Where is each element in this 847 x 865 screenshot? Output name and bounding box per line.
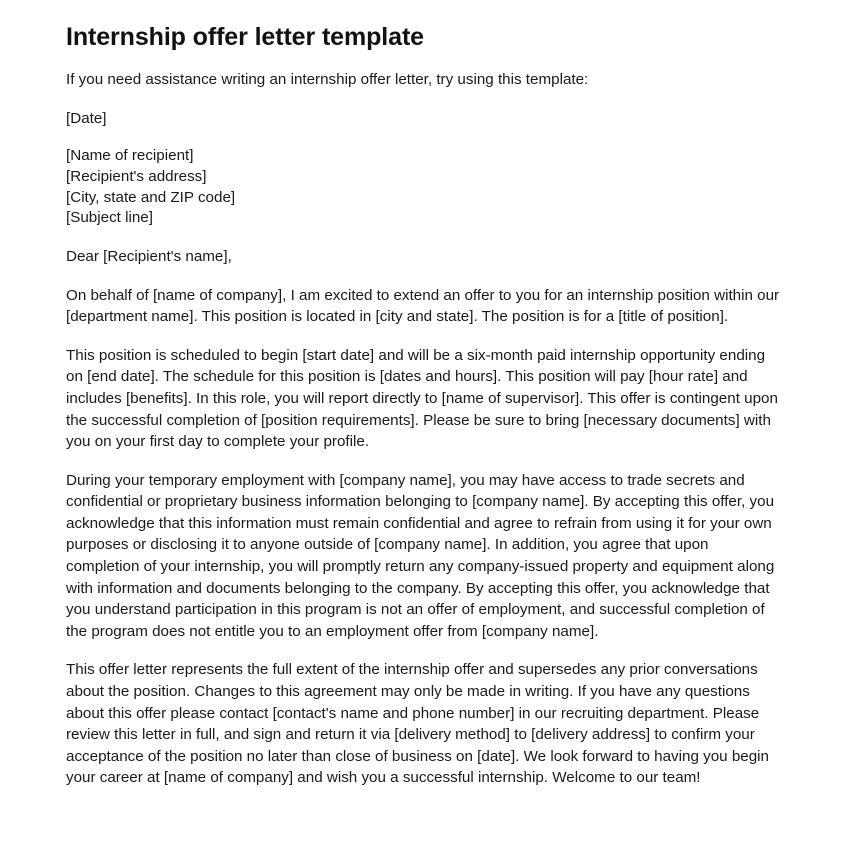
page-title: Internship offer letter template xyxy=(66,23,424,51)
body-paragraph-3: During your temporary employment with [company name], you may have access to trade secrets and confidential or proprietary business information belonging to [company name]. By accepting this offer, you acknowledge that this information must remain confidential and agree to refrain from using it for your own purposes or disclosing it to anyone outside of [company name]. In addition, you agree that upon completion of your internship, you will promptly return any company-issued property and equipment along with information and documents belonging to the company. By accepting this offer, you acknowledge that you understand participation in this program is not an offer of employment, and successful completion of the program does not entitle you to an employment offer from [company name]. xyxy=(66,471,775,640)
body-paragraph-1: On behalf of [name of company], I am excited to extend an offer to you for an internship position within our [department name]. This position is located in [city and state]. The position is for a [title of position]. xyxy=(66,286,780,326)
recipient-name-line: [Name of recipient] xyxy=(66,147,194,165)
recipient-address-block xyxy=(66,146,781,229)
date-placeholder: [Date] xyxy=(66,109,107,127)
body-paragraph-2: This position is scheduled to begin [start date] and will be a six-month paid internship opportunity ending on [end date]. The schedule for this position is [dates and hours]. This position will pay [hour rate] and includes [benefits]. In this role, you will report directly to [name of supervisor]. This offer is contingent upon the successful completion of [position requirements]. Please be sure to bring [necessary documents] with you on your first day to complete your profile. xyxy=(66,346,778,451)
recipient-address-line: [Recipient's address] xyxy=(66,168,207,186)
salutation: Dear [Recipient's name], xyxy=(66,248,232,266)
subject-line: [Subject line] xyxy=(66,209,153,227)
intro-paragraph: If you need assistance writing an internship offer letter, try using this template: xyxy=(66,71,589,89)
body-paragraph-4: This offer letter represents the full extent of the internship offer and supersedes any prior conversations about the position. Changes to this agreement may only be made in writing. If you have any questions about this offer please contact [contact's name and phone number] in our recruiting department. Please review this letter in full, and sign and return it via [delivery method] to [delivery address] to confirm your acceptance of the position no later than close of business on [date]. We look forward to having you begin your career at [name of company] and wish you a successful internship. Welcome to our team! xyxy=(66,661,770,787)
recipient-city-state-zip-line: [City, state and ZIP code] xyxy=(66,188,236,206)
